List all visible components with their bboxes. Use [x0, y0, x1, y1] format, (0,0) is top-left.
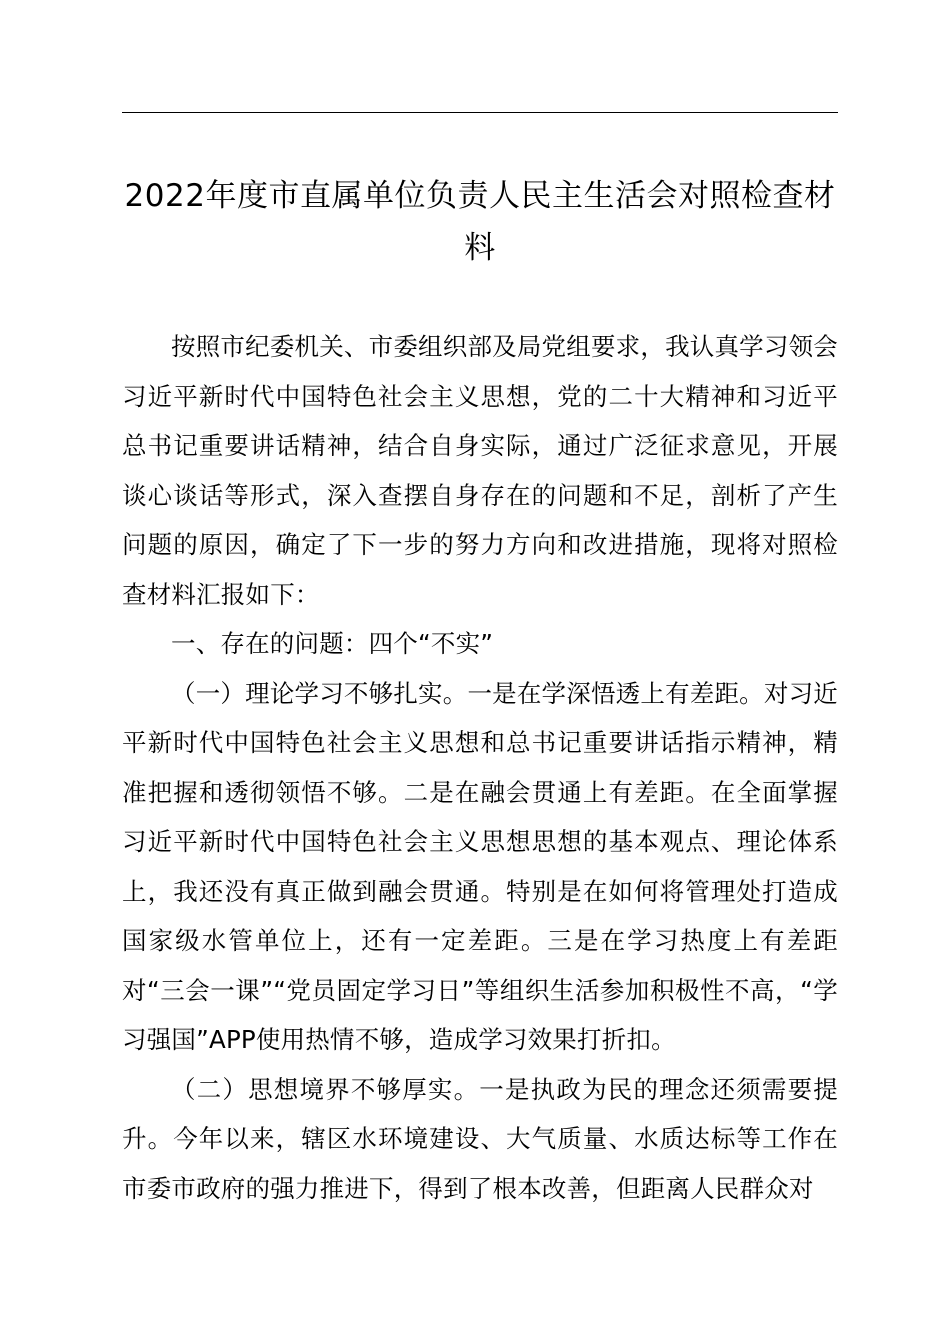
document-title: 2022年度市直属单位负责人民主生活会对照检查材料: [124, 178, 836, 266]
document-body: [122, 322, 838, 1213]
body-paragraph: （二）思想境界不够厚实。一是执政为民的理念还须需要提升。今年以来，辖区水环境建设、大气质量、水质达标等工作在市委市政府的强力推进下，得到了根本改善，但距离人民群众对: [122, 1074, 838, 1203]
section-heading: 一、存在的问题：四个“不实”: [171, 629, 494, 658]
intro-paragraph: 按照市纪委机关、市委组织部及局党组要求，我认真学习领会习近平新时代中国特色社会主义思想，党的二十大精神和习近平总书记重要讲话精神，结合自身实际，通过广泛征求意见，开展谈心谈话等形式，深入查摆自身存在的问题和不足，剖析了产生问题的原因，确定了下一步的努力方向和改进措施，现将对照检查材料汇报如下：: [122, 332, 838, 609]
body-paragraph: （一）理论学习不够扎实。一是在学深悟透上有差距。对习近平新时代中国特色社会主义思想和总书记重要讲话指示精神，精准把握和透彻领悟不够。二是在融会贯通上有差距。在全面掌握习近平新时代中国特色社会主义思想思想的基本观点、理论体系上，我还没有真正做到融会贯通。特别是在如何将管理处打造成国家级水管单位上，还有一定差距。三是在学习热度上有差距对“三会一课”“党员固定学习日”等组织生活参加积极性不高，“学习强国”APP使用热情不够，造成学习效果打折扣。: [122, 678, 838, 1054]
header-rule: [122, 112, 838, 113]
